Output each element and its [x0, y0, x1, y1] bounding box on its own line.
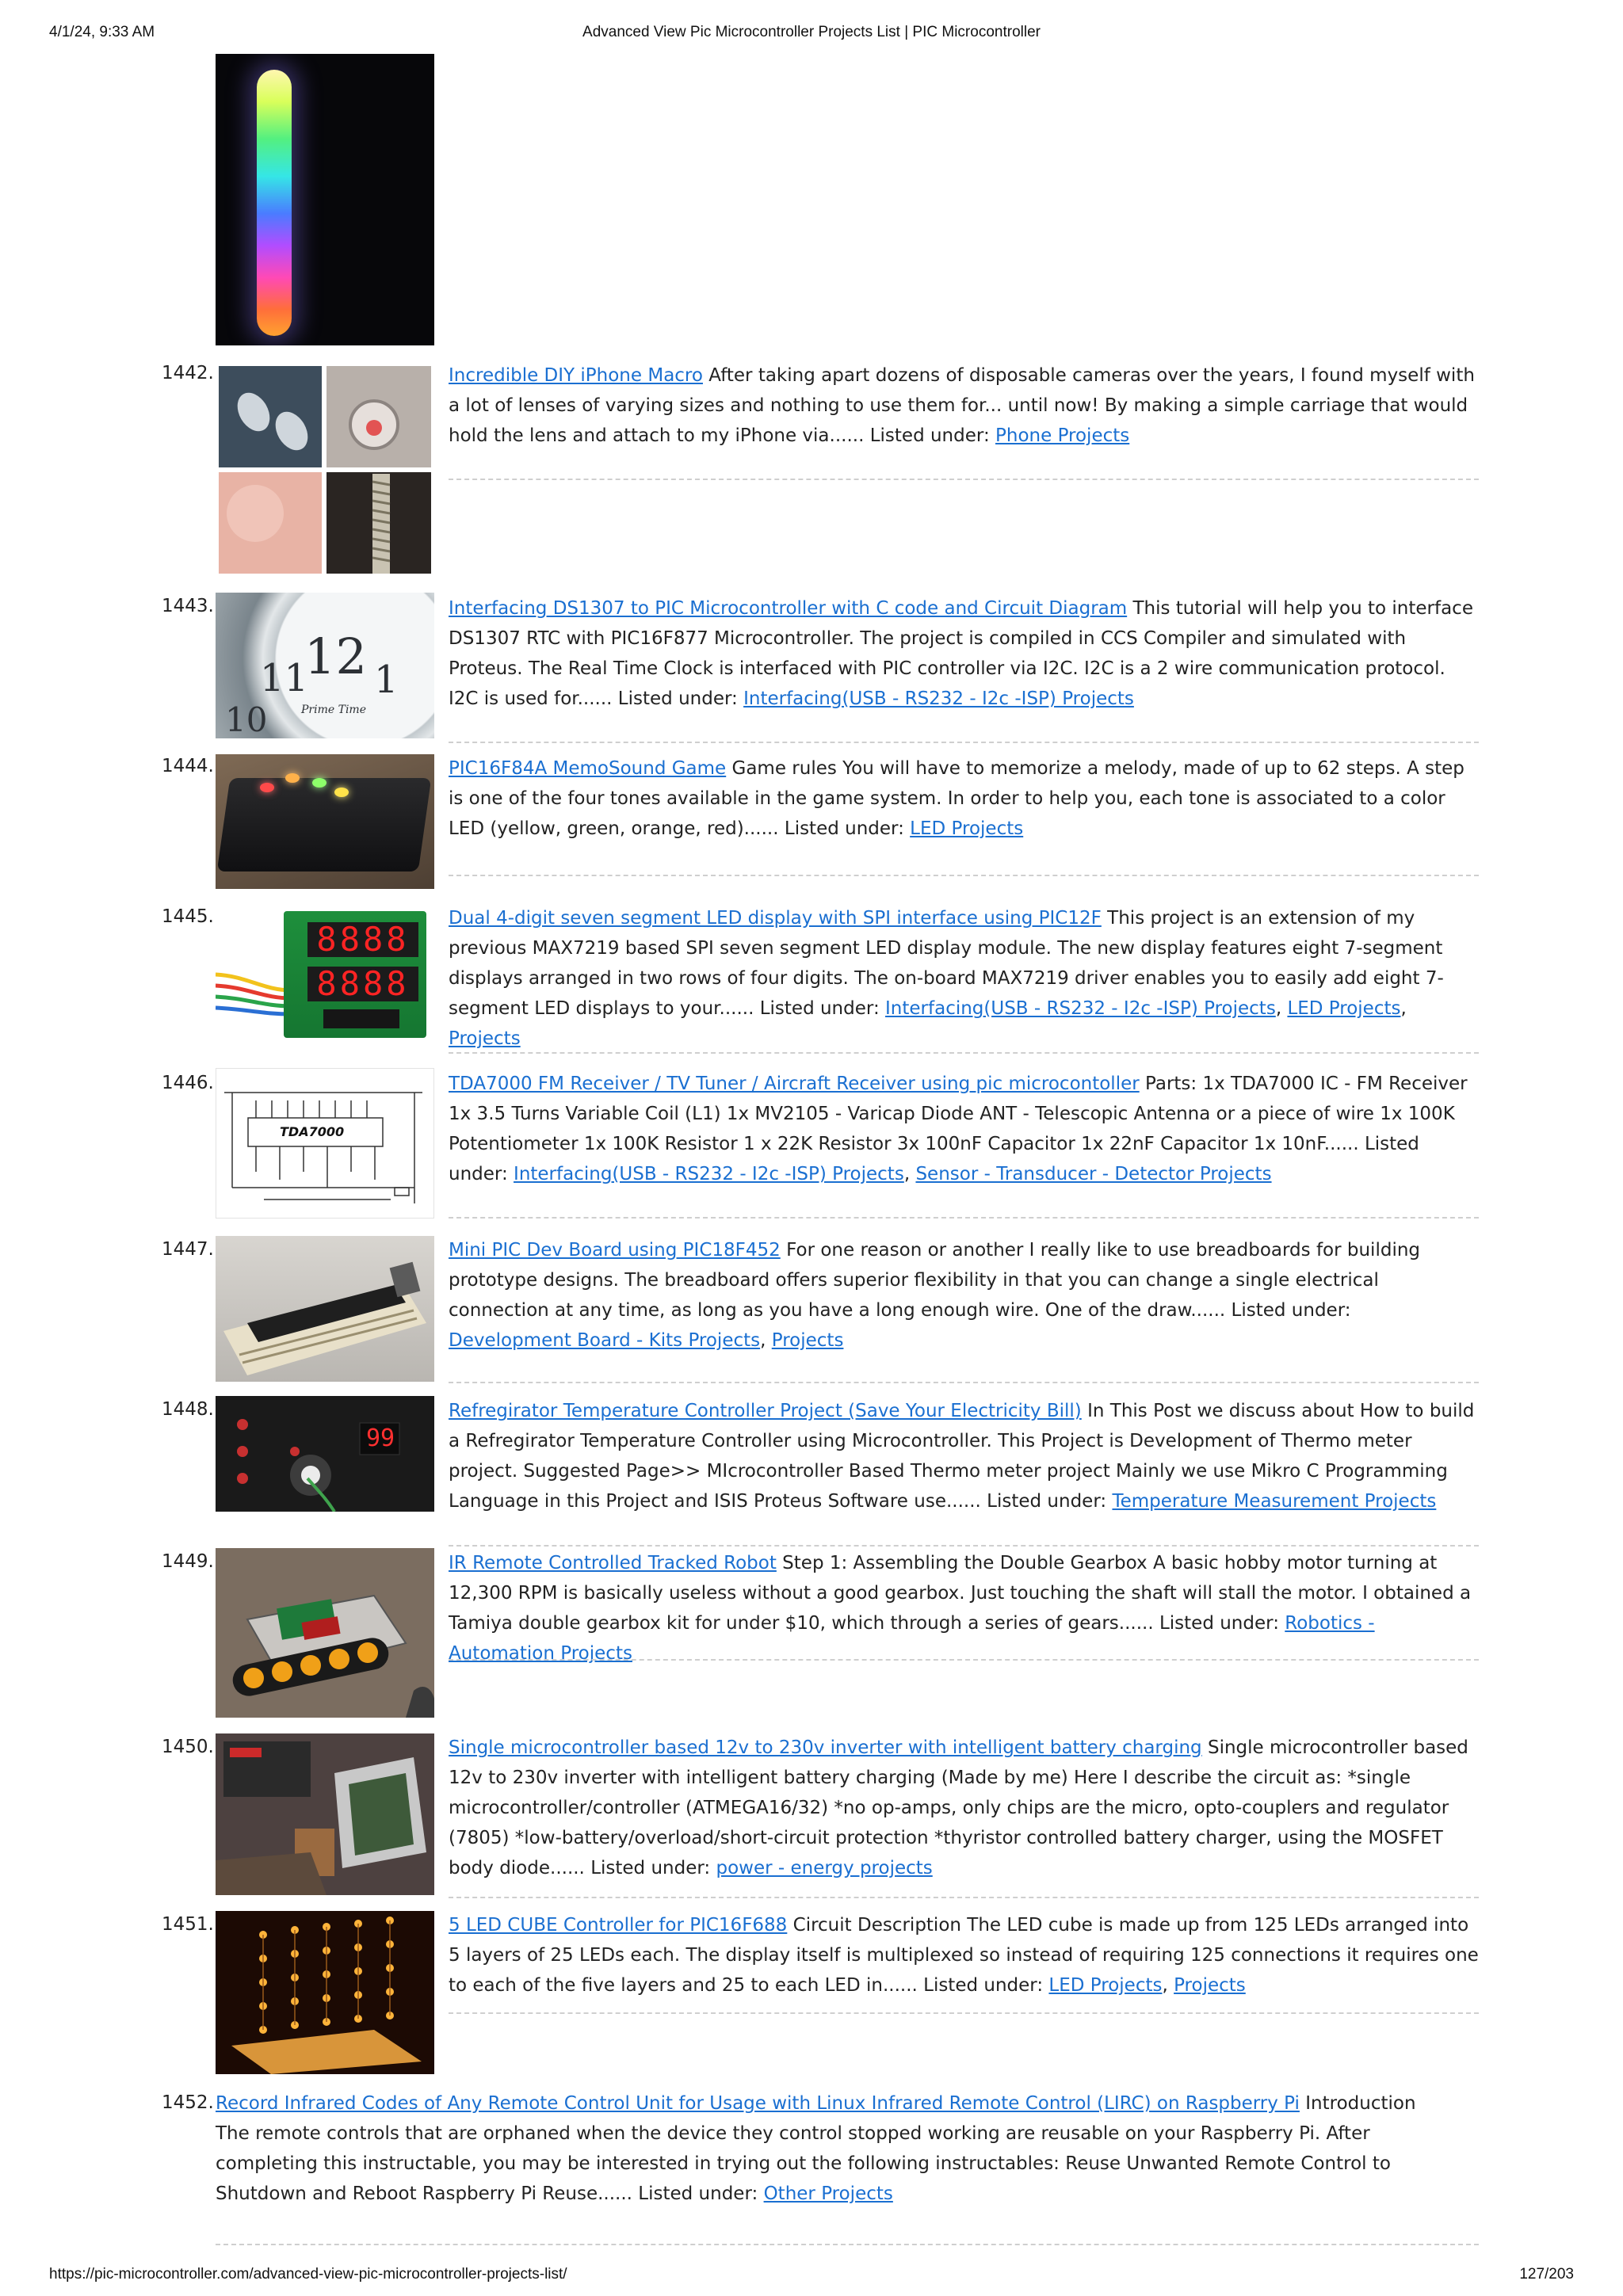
project-title-link[interactable]: IR Remote Controlled Tracked Robot: [449, 1553, 777, 1573]
max7219-chip-icon: [323, 1009, 399, 1028]
project-title-link[interactable]: Mini PIC Dev Board using PIC18F452: [449, 1240, 781, 1261]
seven-segment-row-2: 8888: [307, 967, 418, 1001]
led-tube-thumbnail[interactable]: [216, 54, 434, 345]
project-description: Parts: 1x TDA7000 IC - FM Receiver 1x 3.5 Turns Variable Coil (L1) 1x MV2105 - Varicap Diode ANT - Telescopic Antenna or a piece of wire 1x 100K Potentiometer 1x 100K Resistor 1 x 22K Resistor 3x 100nF Capacitor 1x 22nF Capacitor 1x 10nF......: [449, 1074, 1468, 1154]
listed-under-label: Listed under:: [1159, 1613, 1279, 1634]
entry-text: [449, 753, 1479, 844]
clock-brand: Prime Time: [301, 704, 366, 716]
entry-number: 1449.: [162, 1551, 214, 1572]
print-header: [49, 24, 1574, 48]
entry-number: 1447.: [162, 1239, 214, 1260]
project-description: This tutorial will help you to interface DS1307 RTC with PIC16F877 Microcontroller. The project is compiled in CCS Compiler and simulated with Proteus. The Real Time Clock is interfaced with PIC controller via I2C. I2C is a 2 wire communication protocol. I2C is used for......: [449, 598, 1473, 709]
entry-number: 1446.: [162, 1073, 214, 1093]
category-link[interactable]: Interfacing(USB - RS232 - I2c -ISP) Projects: [885, 998, 1276, 1019]
category-link[interactable]: Interfacing(USB - RS232 - I2c -ISP) Projects: [514, 1164, 904, 1184]
robot-image: [216, 1548, 434, 1718]
print-page-title: Advanced View Pic Microcontroller Projects List | PIC Microcontroller: [582, 24, 1041, 40]
tracked-robot-thumbnail[interactable]: [216, 1548, 434, 1718]
red-led-icon: [260, 783, 274, 792]
entry-number: 1448.: [162, 1399, 214, 1420]
project-title-link[interactable]: 5 LED CUBE Controller for PIC16F688: [449, 1915, 788, 1936]
memosound-game-thumbnail[interactable]: [216, 754, 434, 889]
entry-number: 1451.: [162, 1914, 214, 1935]
seven-segment-thumbnail[interactable]: [216, 903, 434, 1046]
listed-under-label: Listed under:: [1231, 1300, 1351, 1321]
clock-numeral-1: 1: [374, 658, 399, 702]
entry-text: [449, 1548, 1479, 1669]
project-description: Circuit Description The LED cube is made up from 125 LEDs arranged into 5 layers of 25 LEDs each. The display itself is multiplexed so instead of requiring 125 connections it requires one to each of the five layers and 25 to each LED in......: [449, 1915, 1479, 1996]
project-title-link[interactable]: Single microcontroller based 12v to 230v inverter with intelligent battery charging: [449, 1737, 1202, 1758]
project-description: This project is an extension of my previous MAX7219 based SPI seven segment LED display module. The new display features eight 7-segment displays arranged in two rows of four digits. The on-board MAX7219 driver enables you to easily add eight 7-segment LED displays to your......: [449, 908, 1444, 1019]
project-description: After taking apart dozens of disposable cameras over the years, I found myself with a lot of lenses of varying sizes and nothing to use them for... until now! By making a simple carriage that would hold the lens and attach to my iPhone via......: [449, 365, 1475, 446]
page-counter: 127/203: [1519, 2266, 1574, 2283]
entry-number: 1442.: [162, 363, 214, 383]
project-title-link[interactable]: Incredible DIY iPhone Macro: [449, 365, 703, 386]
project-description: Introduction The remote controls that are orphaned when the device they control stopped working are reusable on your Raspberry Pi. After completing this instructable, you may be interested in trying out the following instructables: Reuse Unwanted Remote Control to Shutdown and Reboot Raspberry Pi Reuse......: [216, 2093, 1416, 2204]
green-led-icon: [312, 778, 327, 788]
entry-text: Mini PIC Dev Board using PIC18F452 For one reason or another I really like to use breadboards for building prototype designs. The breadboard offers superior flexibility in that you can change a single electrical connection at any time, as long as you have a long enough wire. One of the draw...... Listed under: Development Board - Kits Projects, Projects: [449, 1240, 1421, 1351]
project-title-link[interactable]: PIC16F84A MemoSound Game: [449, 758, 727, 779]
category-link[interactable]: Interfacing(USB - RS232 - I2c -ISP) Projects: [743, 688, 1134, 709]
entry-separator: [449, 1545, 1479, 1547]
category-link[interactable]: Projects: [449, 1028, 521, 1049]
entry-separator: [449, 2012, 1479, 2014]
listed-under-label: Listed under:: [784, 818, 904, 839]
project-description: Step 1: Assembling the Double Gearbox A basic hobby motor turning at 12,300 RPM is basically useless without a good gearbox. Just touching the shaft will stall the motor. I obtained a Tamiya double gearbox kit for under $10, which through a series of gears......: [449, 1553, 1472, 1634]
print-footer: [49, 2266, 1574, 2290]
controller-panel-image: [216, 1396, 434, 1512]
entry-separator: [216, 2244, 1479, 2245]
mini-dev-board-thumbnail[interactable]: [216, 1236, 434, 1382]
project-title-link[interactable]: Dual 4-digit seven segment LED display with SPI interface using PIC12F: [449, 908, 1102, 929]
listed-under-label: Listed under:: [617, 688, 738, 709]
entry-text: TDA7000 FM Receiver / TV Tuner / Aircraft Receiver using pic microcontoller Parts: 1x TDA7000 IC - FM Receiver 1x 3.5 Turns Variable Coil (L1) 1x MV2105 - Varicap Diode ANT - Telescopic Antenna or a piece of wire 1x 100K Potentiometer 1x 100K Resistor 1 x 22K Resistor 3x 100nF Capacitor 1x 22nF Capacitor 1x 10nF...... Listed under: Interfacing(USB - RS232 - I2c -ISP) Projects, Sensor - Transducer - Detector Projects: [449, 1074, 1468, 1184]
dev-board-image: [216, 1236, 434, 1382]
category-link[interactable]: Temperature Measurement Projects: [1112, 1491, 1437, 1512]
entry-separator: [449, 1897, 1479, 1898]
project-description: For one reason or another I really like to use breadboards for building prototype designs. The breadboard offers superior flexibility in that you can change a single electrical connection at any time, as long as you have a long enough wire. One of the draw......: [449, 1240, 1421, 1321]
listed-under-label: Listed under:: [987, 1491, 1107, 1512]
fridge-controller-thumbnail[interactable]: [216, 1396, 434, 1512]
entry-text: Dual 4-digit seven segment LED display with SPI interface using PIC12F This project is an extension of my previous MAX7219 based SPI seven segment LED display module. The new display features eight 7-segment displays arranged in two rows of four digits. The on-board MAX7219 driver enables you to easily add eight 7-segment LED displays to your...... Listed under: Interfacing(USB - RS232 - I2c -ISP) Projects, LED Projects, Projects: [449, 908, 1444, 1049]
print-url: https://pic-microcontroller.com/advanced-view-pic-microcontroller-projects-list/: [49, 2266, 567, 2283]
seven-segment-row-1: 8888: [307, 922, 418, 957]
iphone-macro-thumbnail[interactable]: [216, 363, 434, 577]
listed-under-label: Listed under:: [590, 1858, 711, 1878]
project-description: In This Post we discuss about How to build a Refregirator Temperature Controller using Microcontroller. This Project is Development of Thermo meter project. Suggested Page>> MIcrocontroller Based Thermo meter project Mainly we use Mikro C Programming Language in this Project and ISIS Proteus Software use......: [449, 1401, 1475, 1512]
inverter-thumbnail[interactable]: [216, 1733, 434, 1895]
entry-text: [449, 1733, 1479, 1883]
project-title-link[interactable]: Record Infrared Codes of Any Remote Control Unit for Usage with Linux Infrared Remote Control (LIRC) on Raspberry Pi: [216, 2093, 1300, 2114]
listed-under-label: Listed under:: [759, 998, 880, 1019]
category-link[interactable]: Projects: [771, 1330, 844, 1351]
project-title-link[interactable]: Interfacing DS1307 to PIC Microcontroller with C code and Circuit Diagram: [449, 598, 1128, 619]
entry-number: 1445.: [162, 906, 214, 927]
category-link[interactable]: Projects: [1174, 1975, 1246, 1996]
category-link[interactable]: LED Projects: [910, 818, 1024, 839]
project-title-link[interactable]: TDA7000 FM Receiver / TV Tuner / Aircraft Receiver using pic microcontoller: [449, 1074, 1140, 1094]
clock-numeral-10: 10: [225, 700, 268, 738]
clock-numeral-12: 12: [304, 627, 367, 685]
entry-separator: [449, 479, 1479, 480]
entry-number: 1452.: [162, 2092, 214, 2113]
schematic-image: [216, 1069, 434, 1219]
category-link[interactable]: Development Board - Kits Projects: [449, 1330, 761, 1351]
category-link[interactable]: LED Projects: [1048, 1975, 1163, 1996]
tda7000-chip-label: TDA7000: [280, 1124, 345, 1139]
entry-separator: [449, 875, 1479, 876]
category-link[interactable]: Other Projects: [763, 2183, 893, 2204]
led-cube-thumbnail[interactable]: [216, 1911, 434, 2074]
listed-under-label: Listed under:: [869, 425, 990, 446]
tda7000-schematic-thumbnail[interactable]: [216, 1068, 434, 1219]
entry-separator: [449, 1382, 1479, 1383]
entry-text: 5 LED CUBE Controller for PIC16F688 Circuit Description The LED cube is made up from 125 LEDs arranged into 5 layers of 25 LEDs each. The display itself is multiplexed so instead of requiring 125 connections it requires one to each of the five layers and 25 to each LED in...... Listed under: LED Projects, Projects: [449, 1915, 1479, 1996]
entry-number: 1450.: [162, 1737, 214, 1757]
ds1307-clock-thumbnail[interactable]: [216, 593, 434, 738]
entry-separator: [449, 742, 1479, 743]
project-description: Game rules You will have to memorize a melody, made of up to 62 steps. A step is one of the four tones available in the game system. In order to help you, each tone is associated to a color LED (yellow, green, orange, red)......: [449, 758, 1465, 839]
listed-under-label: Listed under:: [923, 1975, 1044, 1996]
listed-under-label: Listed under:: [449, 1134, 1419, 1184]
pcb-image: [284, 911, 426, 1038]
print-datetime: 4/1/24, 9:33 AM: [49, 24, 155, 40]
clock-numeral-11: 11: [260, 656, 309, 700]
game-box-image: [217, 778, 432, 871]
listed-under-label: Listed under:: [638, 2183, 758, 2204]
category-link[interactable]: LED Projects: [1287, 998, 1401, 1019]
temperature-display: 99: [365, 1425, 395, 1452]
entry-text: [449, 1396, 1479, 1516]
entry-text: [449, 593, 1479, 714]
orange-led-icon: [285, 773, 300, 783]
category-link[interactable]: power - energy projects: [716, 1858, 933, 1878]
rainbow-tube-image: [257, 70, 292, 336]
led-cube-image: [216, 1911, 434, 2074]
entry-separator: [449, 1052, 1479, 1054]
inverter-image: [216, 1733, 434, 1895]
entry-number: 1443.: [162, 596, 214, 616]
entry-separator: [449, 1217, 1479, 1219]
iphone-macro-image: [216, 363, 434, 577]
entry-separator: [449, 1659, 1479, 1661]
entry-number: 1444.: [162, 756, 214, 776]
entry-text: [216, 2088, 1452, 2209]
category-link[interactable]: Robotics - Automation Projects: [449, 1613, 1375, 1664]
project-title-link[interactable]: Refregirator Temperature Controller Project (Save Your Electricity Bill): [449, 1401, 1082, 1421]
category-link[interactable]: Sensor - Transducer - Detector Projects: [915, 1164, 1272, 1184]
project-description: Single microcontroller based 12v to 230v inverter with intelligent battery charging (Made by me) Here I describe the circuit as: *single microcontroller/controller (ATMEGA16/32) *no op-amps, only chips are the micro, opto-couplers and regulator (7805) *low-battery/overload/short-circuit protection *thyristor controlled battery charger, using the MOSFET body diode......: [449, 1737, 1468, 1878]
yellow-led-icon: [334, 788, 349, 797]
category-link[interactable]: Phone Projects: [995, 425, 1130, 446]
entry-text: [449, 360, 1479, 451]
